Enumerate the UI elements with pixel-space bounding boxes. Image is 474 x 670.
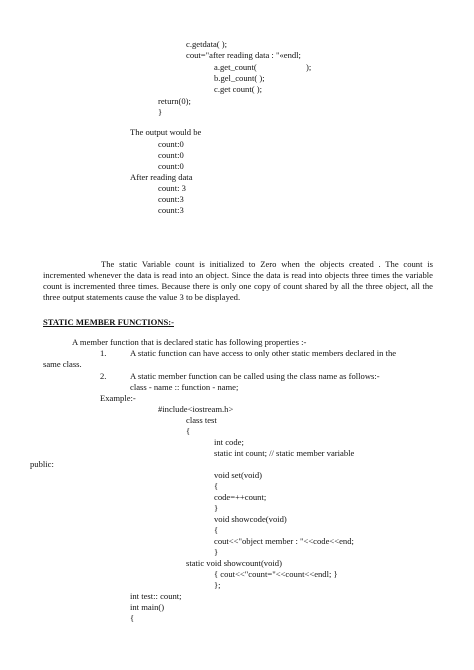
code-line: int main() [130, 602, 165, 612]
output-after-label: After reading data [130, 172, 193, 182]
intro-line: A member function that is declared static has following properties :- [72, 337, 307, 347]
code-line: }; [214, 580, 221, 590]
code-line: #include<iostream.h> [158, 404, 234, 414]
explanation-paragraph: The static Variable count is initialized to Zero when the objects created . The count is incremented whenever the data is read into an object. Since the data is read into objects three times the variable count is incremented three times. Because there is only one copy of count shared by all the three object, all the three output statements cause the value 3 to be displayed. [43, 259, 433, 302]
output-line: count:3 [158, 194, 184, 204]
code-line: ); [306, 62, 312, 72]
output-line: count: 3 [158, 183, 186, 193]
code-line: static int count; // static member variable [214, 448, 355, 458]
code-line: public: [30, 459, 54, 469]
item-text: A static function can have access to only other static members declared in the [130, 348, 397, 358]
item-number: 1. [100, 348, 107, 358]
code-line: { [130, 613, 135, 623]
code-line: { [214, 481, 219, 491]
code-line: int test:: count; [130, 591, 182, 601]
code-line: code=++count; [214, 492, 267, 502]
output-line: count:3 [158, 205, 184, 215]
output-line: count:0 [158, 161, 184, 171]
section-heading: STATIC MEMBER FUNCTIONS:- [43, 317, 174, 327]
code-line: int code; [214, 437, 244, 447]
output-line: count:0 [158, 150, 184, 160]
item-text: A static member function can be called using the class name as follows:- [130, 371, 380, 381]
code-line: { [186, 426, 191, 436]
code-line: void set(void) [214, 470, 262, 480]
code-line: c.getdata( ); [186, 39, 228, 49]
code-line: b.gel_count( ); [214, 73, 265, 83]
code-line: cout="after reading data : "«endl; [186, 50, 301, 60]
code-line: { cout<<"count="<<count<<endl; } [214, 569, 338, 579]
code-line: void showcode(void) [214, 514, 287, 524]
code-line: return(0); [158, 96, 191, 106]
code-line: { [214, 525, 219, 535]
code-line: static void showcount(void) [186, 558, 282, 568]
code-line: } [214, 503, 219, 513]
syntax-line: class - name :: function - name; [130, 382, 239, 392]
code-line: a.get_count( [214, 62, 257, 72]
example-label: Example:- [100, 393, 136, 403]
code-line: cout<<"object member : "<<code<<end; [214, 536, 354, 546]
code-line: class test [186, 415, 217, 425]
item-continuation: same class. [43, 359, 82, 369]
output-intro: The output would be [130, 127, 202, 137]
code-line: c.get count( ); [214, 84, 262, 94]
code-line: } [214, 547, 219, 557]
output-line: count:0 [158, 139, 184, 149]
code-line: } [158, 107, 163, 117]
item-number: 2. [100, 371, 107, 381]
